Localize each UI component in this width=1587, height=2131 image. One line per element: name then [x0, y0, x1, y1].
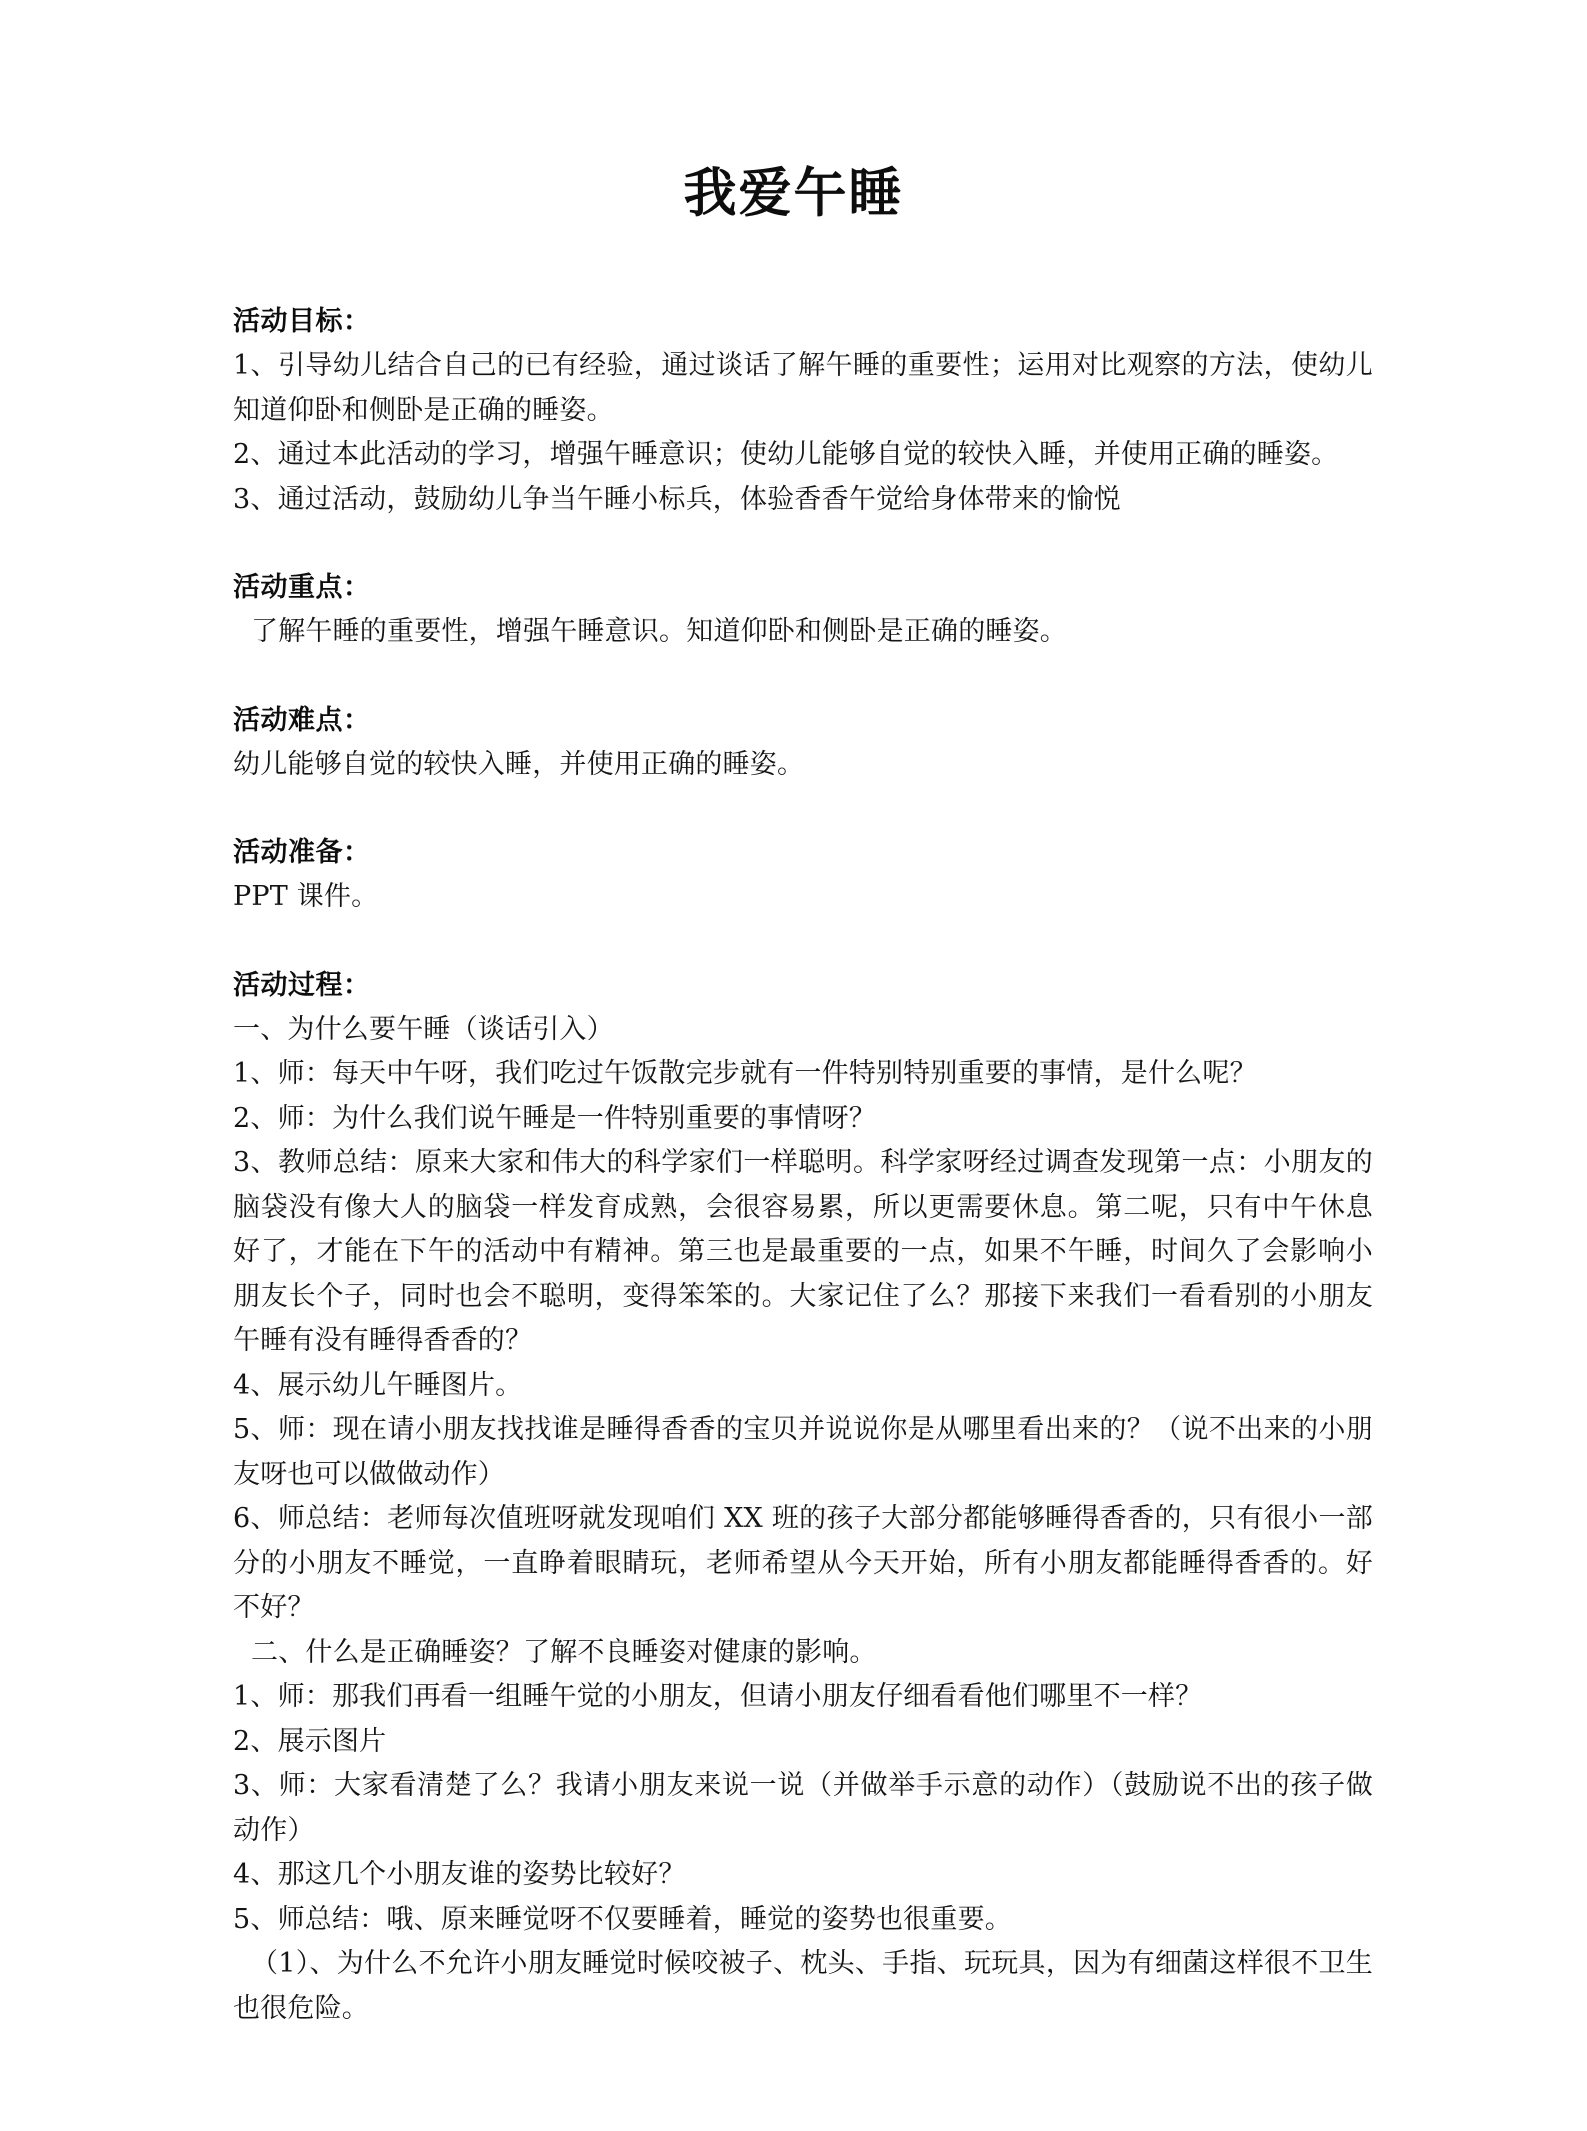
process-part-two-item-2: 2、展示图片: [233, 1725, 387, 1757]
process-part-two-item-1: 1、师：那我们再看一组睡午觉的小朋友，但请小朋友仔细看看他们哪里不一样？: [233, 1681, 1203, 1712]
spacer: [233, 522, 1373, 566]
process-part-two-item-6: （1）、为什么不允许小朋友睡觉时候咬被子、枕头、手指、玩玩具，因为有细菌这样很不卫生也很危险。: [233, 1948, 1373, 2024]
objectives-heading: 活动目标：: [233, 306, 371, 337]
process-part-one-item-2: 2、师：为什么我们说午睡是一件特别重要的事情呀？: [233, 1102, 876, 1134]
spacer: [233, 787, 1373, 831]
process-part-one-item-1: 1、师：每天中午呀，我们吃过午饭散完步就有一件特别特别重要的事情，是什么呢？: [233, 1058, 1257, 1089]
objectives-item-2: 2、通过本此活动的学习，增强午睡意识；使幼儿能够自觉的较快入睡，并使用正确的睡姿。: [233, 439, 1339, 470]
preparation-heading: 活动准备：: [233, 837, 371, 868]
objectives-item-1: 1、引导幼儿结合自己的已有经验，通过谈话了解午睡的重要性；运用对比观察的方法，使幼儿知道仰卧和侧卧是正确的睡姿。: [233, 350, 1373, 426]
process-part-two-subheading: 二、什么是正确睡姿？了解不良睡姿对健康的影响。: [251, 1636, 877, 1668]
process-part-one-item-3: 3、教师总结：原来大家和伟大的科学家们一样聪明。科学家呀经过调查发现第一点：小朋友的脑袋没有像大人的脑袋一样发育成熟，会很容易累，所以更需要休息。第二呢，只有中午休息好了，才能在下午的活动中有精神。第三也是最重要的一点，如果不午睡，时间久了会影响小朋友长个子，同时也会不聪明，变得笨笨的。大家记住了么？那接下来我们一看看别的小朋友午睡有没有睡得香香的？: [233, 1147, 1373, 1356]
section-key-points: [233, 566, 1373, 655]
preparation-text: PPT 课件。: [233, 881, 379, 912]
key-points-heading: 活动重点：: [233, 572, 371, 603]
process-part-two-item-3: 3、师：大家看清楚了么？我请小朋友来说一说（并做举手示意的动作）（鼓励说不出的孩子做动作）: [233, 1770, 1373, 1846]
page-title: 我爱午睡: [683, 161, 904, 224]
process-part-one-subheading: 一、为什么要午睡（谈话引入）: [233, 1013, 614, 1045]
process-part-one-item-6: 6、师总结：老师每次值班呀就发现咱们 XX 班的孩子大部分都能够睡得香香的，只有很小一部分的小朋友不睡觉，一直睁着眼睛玩，老师希望从今天开始，所有小朋友都能睡得香香的。好不好？: [233, 1503, 1373, 1623]
difficulties-text: 幼儿能够自觉的较快入睡，并使用正确的睡姿。: [233, 748, 805, 780]
process-part-one-item-5: 5、师：现在请小朋友找找谁是睡得香香的宝贝并说说你是从哪里看出来的？（说不出来的小朋友呀也可以做做动作）: [233, 1414, 1373, 1490]
process-part-two-item-5: 5、师总结：哦、原来睡觉呀不仅要睡着，睡觉的姿势也很重要。: [233, 1903, 1012, 1935]
document-body: [233, 300, 1373, 2031]
section-process: [233, 964, 1373, 2032]
objectives-item-3: 3、通过活动，鼓励幼儿争当午睡小标兵，体验香香午觉给身体带来的愉悦: [233, 483, 1121, 515]
spacer: [233, 655, 1373, 699]
section-preparation: [233, 831, 1373, 920]
process-heading: 活动过程：: [233, 969, 371, 1001]
section-objectives: [233, 300, 1373, 522]
difficulties-heading: 活动难点：: [233, 704, 371, 736]
process-part-two-item-4: 4、那这几个小朋友谁的姿势比较好？: [233, 1859, 686, 1890]
spacer: [233, 920, 1373, 964]
process-part-one-item-4: 4、展示幼儿午睡图片。: [233, 1369, 523, 1401]
key-points-text: 了解午睡的重要性，增强午睡意识。知道仰卧和侧卧是正确的睡姿。: [251, 616, 1067, 647]
section-difficulties: [233, 699, 1373, 788]
